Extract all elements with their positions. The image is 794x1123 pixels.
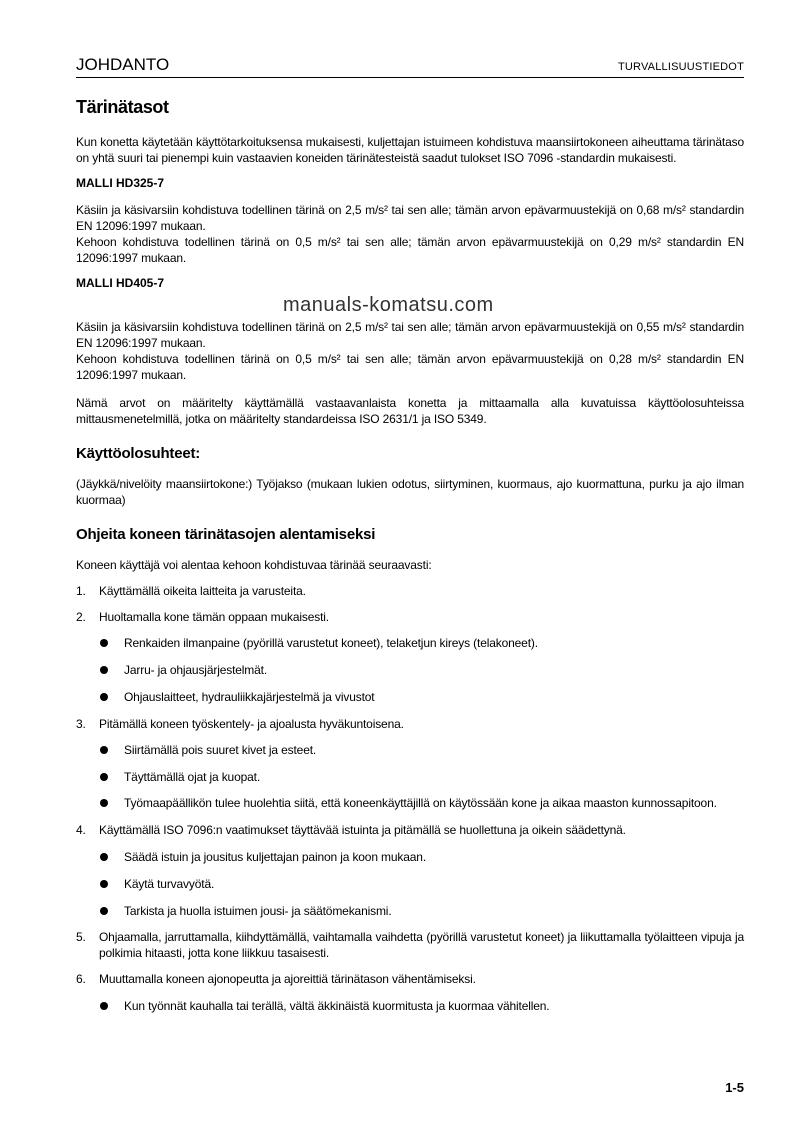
section-title: JOHDANTO: [76, 55, 170, 74]
bullet-text: Ohjauslaitteet, hydrauliikkajärjestelmä ja vivustot: [124, 690, 375, 704]
bullet-text: Tarkista ja huolla istuimen jousi- ja säätömekanismi.: [124, 904, 392, 918]
bullet-text: Renkaiden ilmanpaine (pyörillä varustetut koneet), telaketjun kireys (telakoneet).: [124, 636, 538, 650]
bullet-item: [76, 769, 744, 785]
bullet-text: Käytä turvavyötä.: [124, 877, 215, 891]
item-text: Pitämällä koneen työskentely- ja ajoalusta hyväkuntoisena.: [99, 717, 404, 731]
guidance-heading: Ohjeita koneen tärinätasojen alentamiseksi: [76, 526, 376, 543]
intro-paragraph: Kun konetta käytetään käyttötarkoituksensa mukaisesti, kuljettajan istuimeen kohdistuva maansiirtokoneen aiheuttama tärinätaso on yhtä suuri tai pienempi kuin vastaavien koneiden tärinätesteistä saadut tulokset ISO 7096 -standardin mukaisesti.: [76, 135, 744, 165]
bullet-item: [76, 662, 744, 678]
list-item: [76, 971, 744, 987]
bullet-text: Siirtämällä pois suuret kivet ja esteet.: [124, 743, 317, 757]
bullet-item: [76, 998, 744, 1014]
method-paragraph: Nämä arvot on määritelty käyttämällä vastaavanlaista konetta ja mittaamalla alla kuvatuissa käyttöolosuhteissa mittausmenetelmillä, jotka on määritelty standardeissa ISO 2631/1 ja ISO 5349.: [76, 396, 744, 426]
list-item: [76, 609, 744, 625]
bullet-icon: [100, 693, 108, 701]
bullet-icon: [100, 907, 108, 915]
page-title: Tärinätasot: [76, 97, 169, 117]
chapter-title: TURVALLISUUSTIEDOT: [617, 61, 744, 73]
bullet-text: Kun työnnät kauhalla tai terällä, vältä äkkinäistä kuormitusta ja kuormaa vähitellen.: [124, 999, 550, 1013]
guidance-intro: Koneen käyttäjä voi alentaa kehoon kohdistuvaa tärinää seuraavasti:: [76, 558, 432, 572]
bullet-text: Jarru- ja ohjausjärjestelmät.: [124, 663, 268, 677]
bullet-item: [76, 689, 744, 705]
conditions-heading: Käyttöolosuhteet:: [76, 445, 201, 462]
bullet-icon: [100, 880, 108, 888]
bullet-item: [76, 742, 744, 758]
page-number: 1-5: [725, 1080, 744, 1095]
bullet-icon: [100, 773, 108, 781]
model-heading: MALLI HD325-7: [76, 176, 165, 190]
header-rule: [76, 77, 744, 78]
page-content: [76, 96, 744, 1014]
item-text: Muuttamalla koneen ajonopeutta ja ajoreittiä tärinätason vähentämiseksi.: [99, 972, 476, 986]
bullet-icon: [100, 853, 108, 861]
item-text: Käyttämällä ISO 7096:n vaatimukset täyttävää istuinta ja pitämällä se huollettuna ja oikein säädettynä.: [99, 823, 626, 837]
model-hand-arm-text: Käsiin ja käsivarsiin kohdistuva todellinen tärinä on 2,5 m/s² tai sen alle; tämän arvon epävarmuustekijä on 0,55 m/s² standardin EN 12096:1997 mukaan.: [76, 320, 744, 350]
item-number: 3.: [76, 717, 86, 731]
list-item: [76, 822, 744, 838]
model-heading: MALLI HD405-7: [76, 276, 165, 290]
item-number: 4.: [76, 823, 86, 837]
model-hand-arm-text: Käsiin ja käsivarsiin kohdistuva todellinen tärinä on 2,5 m/s² tai sen alle; tämän arvon epävarmuustekijä on 0,68 m/s² standardin EN 12096:1997 mukaan.: [76, 203, 744, 233]
list-item: [76, 583, 744, 599]
bullet-item: [76, 876, 744, 892]
bullet-icon: [100, 666, 108, 674]
bullet-icon: [100, 639, 108, 647]
bullet-item: [76, 849, 744, 865]
bullet-icon: [100, 746, 108, 754]
bullet-icon: [100, 799, 108, 807]
bullet-icon: [100, 1002, 108, 1010]
bullet-item: [76, 635, 744, 651]
item-text: Huoltamalla kone tämän oppaan mukaisesti.: [99, 610, 329, 624]
item-number: 6.: [76, 972, 86, 986]
item-text: Ohjaamalla, jarruttamalla, kiihdyttämällä, vaihtamalla vaihdetta (pyörillä varustetut koneet) ja liikuttamalla työlaitteen vipuja ja polkimia hitaasti, jotta kone liikkuu tasaisesti.: [99, 930, 744, 960]
list-item: [76, 716, 744, 732]
bullet-text: Säädä istuin ja jousitus kuljettajan painon ja koon mukaan.: [124, 850, 427, 864]
bullet-item: [76, 903, 744, 919]
list-item: [76, 929, 744, 961]
bullet-text: Työmaapäällikön tulee huolehtia siitä, että koneenkäyttäjillä on käytössään kone ja aikaa maaston kunnossapitoon.: [124, 796, 717, 810]
item-number: 5.: [76, 930, 86, 944]
item-text: Käyttämällä oikeita laitteita ja varusteita.: [99, 584, 306, 598]
watermark: manuals-komatsu.com: [283, 294, 494, 316]
model-body-text: Kehoon kohdistuva todellinen tärinä on 0,5 m/s² tai sen alle; tämän arvon epävarmuustekijä on 0,28 m/s² standardin EN 12096:1997 mukaan.: [76, 352, 744, 382]
item-number: 1.: [76, 584, 86, 598]
bullet-text: Täyttämällä ojat ja kuopat.: [124, 770, 261, 784]
model-body-text: Kehoon kohdistuva todellinen tärinä on 0,5 m/s² tai sen alle; tämän arvon epävarmuustekijä on 0,29 m/s² standardin EN 12096:1997 mukaan.: [76, 235, 744, 265]
conditions-text: (Jäykkä/nivelöity maansiirtokone:) Työjakso (mukaan lukien odotus, siirtyminen, kuormaus, ajo kuormattuna, purku ja ajo ilman kuormaa): [76, 477, 744, 507]
item-number: 2.: [76, 610, 86, 624]
bullet-item: [76, 795, 744, 811]
